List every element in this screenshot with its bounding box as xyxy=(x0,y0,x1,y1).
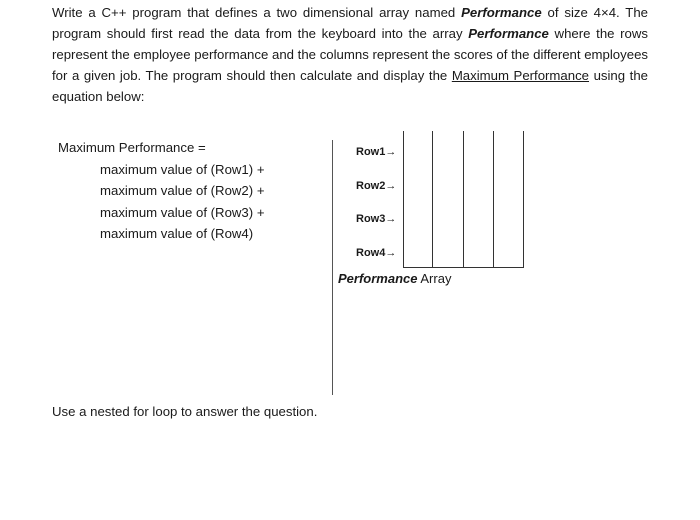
array-caption xyxy=(338,271,451,286)
array-name-2: Performance xyxy=(468,26,549,41)
intro-text-2: of size 4×4. The program should first read the data from the keyboard into the array xyxy=(52,5,649,41)
formula-term: maximum value of (Row2) + xyxy=(100,183,265,198)
grid-bottom-line xyxy=(403,267,524,268)
intro-text-4: using the equation below: xyxy=(52,68,648,104)
row-label: Row4→ xyxy=(356,247,397,259)
row-label: Row1→ xyxy=(356,146,397,158)
intro-text-1: Write a C++ program that defines a two dimensional array named xyxy=(52,5,462,20)
formula-term: maximum value of (Row4) xyxy=(100,226,254,241)
instruction-footer: Use a nested for loop to answer the question. xyxy=(52,404,318,419)
maximum-performance-term: Maximum Performance xyxy=(451,68,590,83)
row-label: Row3→ xyxy=(356,213,397,225)
grid-column-line xyxy=(463,131,464,268)
grid-column-line xyxy=(403,131,404,268)
caption-array-name: Performance xyxy=(338,271,418,286)
formula xyxy=(58,137,265,245)
formula-term: maximum value of (Row3) + xyxy=(100,204,265,220)
intro-text-3: where the rows represent the employee performance and the columns represent the scores of the different employees for a given job. The program should then calculate and display the xyxy=(52,26,648,83)
grid-column-line xyxy=(523,131,524,268)
grid-column-line xyxy=(493,131,494,268)
formula-heading: Maximum Performance = xyxy=(58,140,206,155)
grid-column-line xyxy=(432,131,433,268)
formula-term: maximum value of (Row1) + xyxy=(100,161,265,177)
question-text xyxy=(52,2,648,107)
caption-suffix: Array xyxy=(417,271,452,286)
performance-array-grid xyxy=(403,131,524,268)
array-name-1: Performance xyxy=(461,5,542,20)
divider-line xyxy=(332,140,333,395)
row-label: Row2→ xyxy=(356,180,397,192)
